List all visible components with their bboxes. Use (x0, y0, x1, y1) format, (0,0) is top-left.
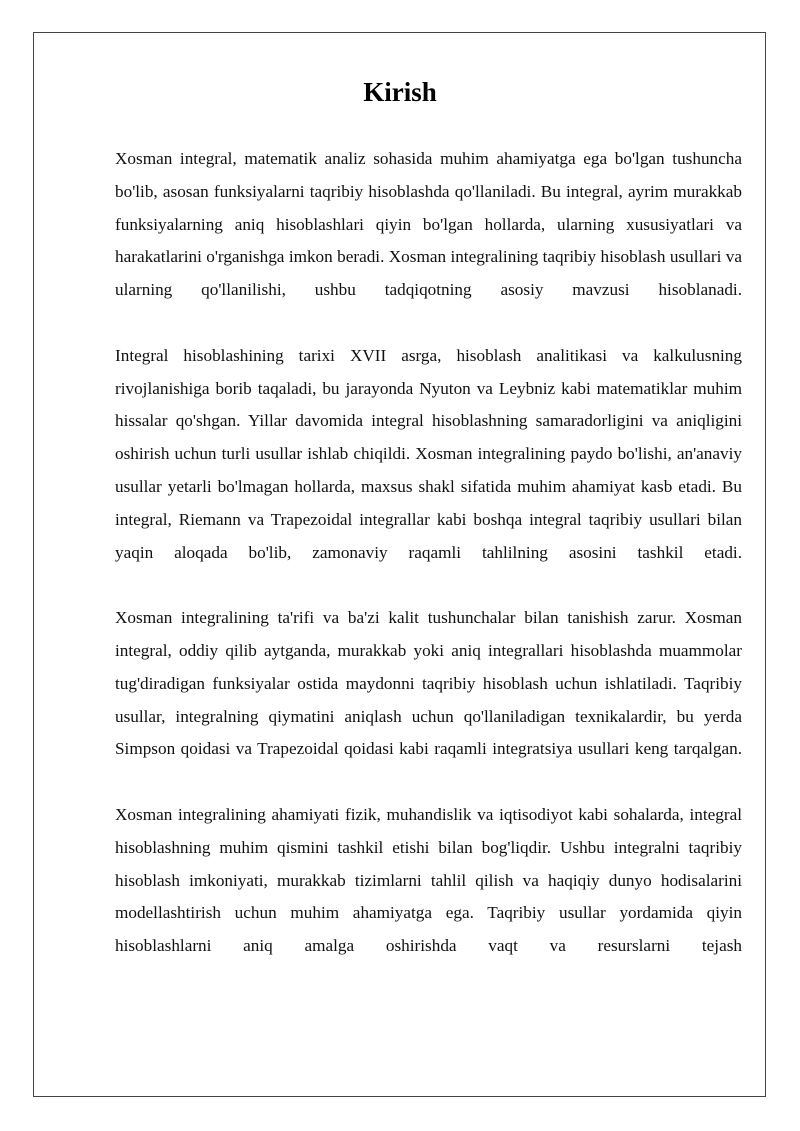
paragraph-1: Xosman integral, matematik analiz sohasida muhim ahamiyatga ega bo'lgan tushuncha bo'lib, asosan funksiyalarni taqribiy hisoblashda qo'llaniladi. Bu integral, ayrim murakkab funksiyalarning aniq hisoblashlari qiyin bo'lgan hollarda, ularning xususiyatlari va harakatlarini o'rganishga imkon beradi. Xosman integralining taqribiy hisoblash usullari va ularning qo'llanilishi, ushbu tadqiqotning asosiy mavzusi hisoblanadi. (115, 149, 742, 300)
paragraph-3: Xosman integralining ta'rifi va ba'zi kalit tushunchalar bilan tanishish zarur. Xosman integral, oddiy qilib aytganda, murakkab yoki aniq integrallari hisoblashda muammolar tug'diradigan funksiyalar ostida maydonni taqribiy hisoblash uchun ishlatiladi. Taqribiy usullar, integralning qiymatini aniqlash uchun qo'llaniladigan texnikalardir, bu yerda Simpson qoidasi va Trapezoidal qoidasi kabi raqamli integratsiya usullari keng tarqalgan. (115, 608, 742, 759)
document-body (115, 143, 742, 963)
paragraph-spacer (115, 307, 742, 340)
paragraph-4: Xosman integralining ahamiyati fizik, muhandislik va iqtisodiyot kabi sohalarda, integral hisoblashning muhim qismini tashkil etishi bilan bog'liqdir. Ushbu integralni taqribiy hisoblash imkoniyati, murakkab tizimlarni tahlil qilish va haqiqiy dunyo hodisalarini modellashtirish uchun muhim ahamiyatga ega. Taqribiy usullar yordamida qiyin hisoblashlarni aniq amalga oshirishda vaqt va resurslarni tejash (115, 804, 742, 956)
page-title: Kirish (363, 77, 437, 107)
paragraph-spacer (115, 569, 742, 602)
paragraph-spacer (115, 766, 742, 799)
paragraph-2: Integral hisoblashining tarixi XVII asrga, hisoblash analitikasi va kalkulusning rivojlanishiga borib taqaladi, bu jarayonda Nyuton va Leybniz kabi matematiklar muhim hissalar qo'shgan. Yillar davomida integral hisoblashning samaradorligini va aniqligini oshirish uchun turli usullar ishlab chiqildi. Xosman integralining paydo bo'lishi, an'anaviy usullar yetarli bo'lmagan hollarda, maxsus shakl sifatida muhim ahamiyat kasb etadi. Bu integral, Riemann va Trapezoidal integrallar kabi boshqa integral taqribiy usullari bilan yaqin aloqada bo'lib, zamonaviy raqamli tahlilning asosini tashkil etadi. (115, 345, 742, 562)
